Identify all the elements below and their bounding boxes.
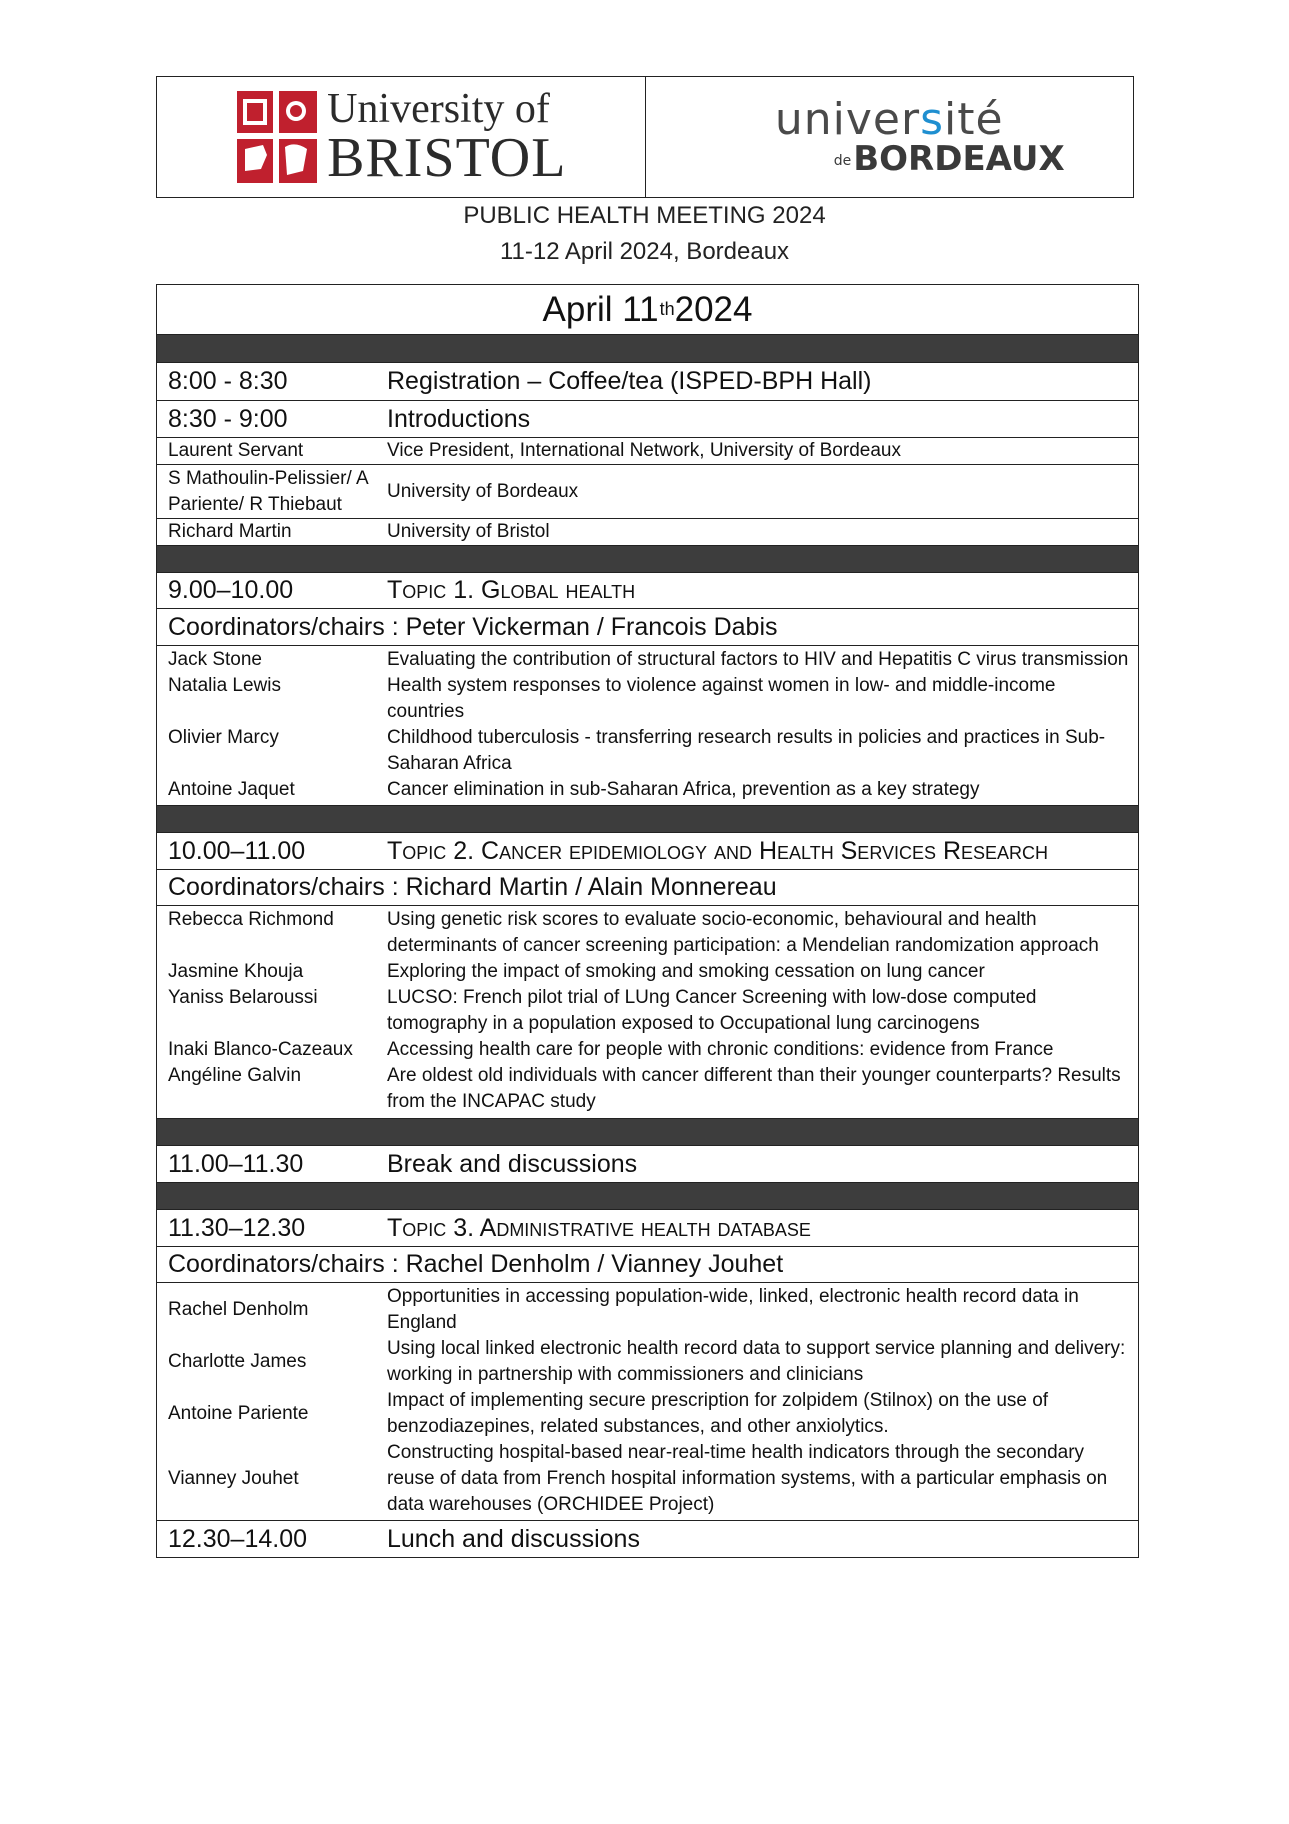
session-title: Break and discussions [387, 1149, 638, 1178]
topic-title: Topic 3. Administrative health database [387, 1213, 811, 1242]
talk-item [157, 1336, 1138, 1388]
topic-row [157, 573, 1138, 609]
speaker-name: Vianney Jouhet [168, 1468, 299, 1489]
talk-title: Are oldest old individuals with cancer different than their younger counterparts? Results from the INCAPAC study [387, 1065, 1121, 1112]
speaker-name: Richard Martin [168, 521, 292, 542]
divider-bar [157, 1183, 1138, 1210]
schedule-row-break [157, 1146, 1138, 1183]
speaker-role: University of Bristol [387, 521, 550, 542]
bordeaux-logo-word1: université [774, 94, 1004, 145]
bordeaux-logo-cell [645, 77, 1134, 197]
logo-header [156, 76, 1134, 198]
speaker-name: S Mathoulin-Pelissier/ A Pariente/ R Thiebaut [168, 467, 368, 515]
talk-title: LUCSO: French pilot trial of LUng Cancer Screening with low-dose computed tomography in a population exposed to Occupational lung carcinogens [387, 987, 1037, 1034]
talk-item [157, 1388, 1138, 1440]
day-heading: April 11 th 2024 [157, 285, 1138, 335]
speaker-name: Rebecca Richmond [168, 909, 334, 930]
talk-title: Health system responses to violence against women in low- and middle-income countries [387, 675, 1056, 722]
coordinators: Coordinators/chairs : Peter Vickerman / Francois Dabis [157, 609, 1138, 646]
talk-title: Evaluating the contribution of structural factors to HIV and Hepatitis C virus transmission [387, 649, 1129, 670]
schedule-row-lunch [157, 1521, 1138, 1557]
speaker-name: Natalia Lewis [168, 675, 281, 696]
talk-item [157, 673, 1138, 725]
talk-title: Impact of implementing secure prescription for zolpidem (Stilnox) on the use of benzodiazepines, related substances, and other anxiolytics. [387, 1390, 1049, 1437]
schedule-row-registration [157, 363, 1138, 401]
intro-row [157, 465, 1138, 519]
bordeaux-logo-word2: deBORDEAUX [833, 139, 1065, 179]
time-slot: 11.00–11.30 [168, 1149, 304, 1178]
talk-item [157, 959, 1138, 985]
bristol-logo-line1: University of [327, 86, 550, 132]
talk-item [157, 985, 1138, 1037]
talk-item [157, 1063, 1138, 1115]
divider-bar [157, 546, 1138, 573]
meeting-title: PUBLIC HEALTH MEETING 2024 [463, 202, 826, 229]
bristol-crest-icon [235, 89, 319, 185]
coordinators: Coordinators/chairs : Rachel Denholm / Vianney Jouhet [157, 1247, 1138, 1283]
divider-bar [157, 806, 1138, 833]
divider-bar [157, 335, 1138, 363]
schedule-table [156, 284, 1139, 1558]
speaker-name: Olivier Marcy [168, 727, 279, 748]
talk-item [157, 907, 1138, 959]
talk-list [157, 646, 1138, 806]
talk-item [157, 725, 1138, 777]
time-slot: 11.30–12.30 [168, 1213, 306, 1242]
topic-title: Topic 2. Cancer epidemiology and Health Services Research [387, 836, 1049, 865]
speaker-role: Vice President, International Network, University of Bordeaux [387, 440, 901, 461]
session-title: Lunch and discussions [387, 1524, 640, 1553]
talk-list [157, 906, 1138, 1119]
talk-title: Using local linked electronic health record data to support service planning and delivery: working in partnership with commissioners and clinicians [387, 1338, 1126, 1385]
talk-title: Using genetic risk scores to evaluate socio-economic, behavioural and health determinants of cancer screening participation: a Mendelian randomization approach [387, 909, 1099, 956]
speaker-name: Laurent Servant [168, 440, 304, 461]
time-slot: 8:00 - 8:30 [168, 367, 288, 395]
talk-list [157, 1283, 1138, 1521]
session-title: Registration – Coffee/tea (ISPED-BPH Hall) [387, 367, 872, 395]
time-slot: 10.00–11.00 [168, 836, 306, 865]
time-slot: 9.00–10.00 [168, 576, 294, 604]
bristol-logo-cell [157, 77, 645, 197]
session-title: Introductions [387, 404, 531, 433]
talk-title: Exploring the impact of smoking and smoking cessation on lung cancer [387, 961, 985, 982]
meeting-dates: 11-12 April 2024, Bordeaux [499, 238, 790, 265]
talk-title: Accessing health care for people with chronic conditions: evidence from France [387, 1039, 1054, 1060]
talk-title: Opportunities in accessing population-wide, linked, electronic health record data in England [387, 1286, 1079, 1333]
speaker-name: Jasmine Khouja [168, 961, 304, 982]
bristol-logo [235, 86, 567, 189]
talk-item [157, 647, 1138, 673]
speaker-name: Charlotte James [168, 1351, 307, 1372]
talk-title: Cancer elimination in sub-Saharan Africa, prevention as a key strategy [387, 779, 980, 800]
speaker-name: Antoine Jaquet [168, 779, 295, 800]
intro-row [157, 438, 1138, 465]
talk-title: Constructing hospital-based near-real-time health indicators through the secondary reuse of data from French hospital information systems, with a particular emphasis on data warehouses (ORCHIDEE Project) [387, 1442, 1108, 1515]
speaker-name: Yaniss Belaroussi [168, 987, 318, 1008]
schedule-row-introductions [157, 401, 1138, 438]
intro-row [157, 519, 1138, 546]
speaker-name: Angéline Galvin [168, 1065, 302, 1086]
time-slot: 8:30 - 9:00 [168, 404, 288, 433]
speaker-name: Rachel Denholm [168, 1299, 309, 1320]
speaker-name: Antoine Pariente [168, 1403, 309, 1424]
speaker-name: Jack Stone [168, 649, 262, 670]
topic-title: Topic 1. Global health [387, 576, 636, 604]
bristol-logo-line2: BRISTOL [327, 127, 567, 189]
speaker-role: University of Bordeaux [387, 480, 579, 502]
topic-row [157, 1210, 1138, 1247]
talk-title: Childhood tuberculosis - transferring research results in policies and practices in Sub-Saharan Africa [387, 727, 1106, 774]
coordinators: Coordinators/chairs : Richard Martin / Alain Monnereau [157, 870, 1138, 906]
speaker-name: Inaki Blanco-Cazeaux [168, 1039, 353, 1060]
bordeaux-logo [714, 94, 1065, 179]
divider-bar [157, 1119, 1138, 1146]
talk-item [157, 1284, 1138, 1336]
talk-item [157, 1440, 1138, 1518]
talk-item [157, 777, 1138, 803]
time-slot: 12.30–14.00 [168, 1524, 308, 1553]
talk-item [157, 1037, 1138, 1063]
topic-row [157, 833, 1138, 870]
